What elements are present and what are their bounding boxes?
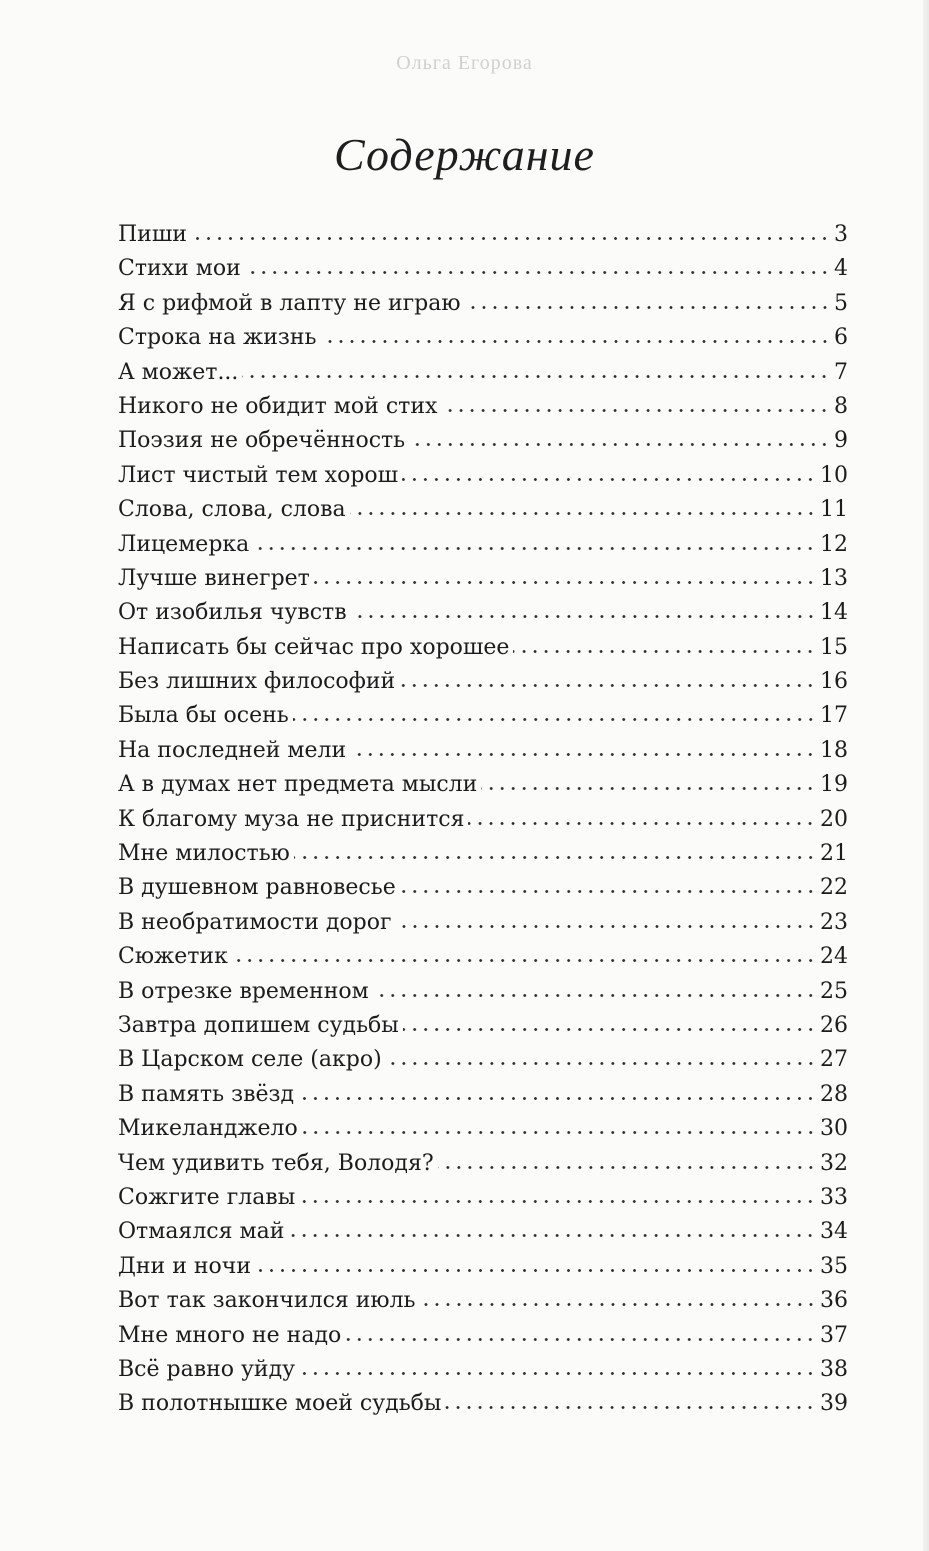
dot-leader [294,855,816,860]
dot-leader [253,546,816,551]
toc-entry-page-number: 32 [820,1150,848,1176]
toc-entry[interactable] [118,321,848,355]
toc-entry-page-number: 27 [820,1047,848,1073]
toc-entry-page-number: 34 [820,1219,848,1245]
dot-leader [481,786,816,791]
toc-entry[interactable] [118,665,848,699]
toc-entry-page-number: 10 [820,462,848,488]
dot-leader [242,374,830,379]
dot-leader [438,1165,816,1170]
running-head: Ольга Егорова [396,52,533,74]
toc-entry-title: Лучше винегрет [118,565,310,591]
toc-entry-title: А в думах нет предмета мысли [118,772,478,798]
toc-entry[interactable] [118,218,848,252]
toc-entry-title: Я с рифмой в лапту не играю [118,290,461,316]
dot-leader [314,580,816,585]
dot-leader [403,1027,816,1032]
toc-entry[interactable] [118,1043,848,1077]
toc-entry-page-number: 20 [820,806,848,832]
toc-entry-title: Была бы осень [118,703,289,729]
toc-entry[interactable] [118,768,848,802]
toc-entry-page-number: 23 [820,909,848,935]
dot-leader [299,1371,816,1376]
toc-entry-page-number: 9 [834,428,848,454]
toc-entry-page-number: 4 [834,256,848,282]
toc-entry[interactable] [118,390,848,424]
toc-entry-title: В полотнышке моей судьбы [118,1391,442,1417]
toc-entry-title: Лист чистый тем хорош [118,462,399,488]
toc-entry-page-number: 25 [820,978,848,1004]
dot-leader [302,1130,816,1135]
dot-leader [441,408,830,413]
table-of-contents [118,218,848,1422]
dot-leader [351,614,816,619]
page-title: Содержание [334,129,595,180]
dot-leader [402,477,816,482]
toc-entry-title: Поэзия не обречённость [118,428,406,454]
toc-entry-title: Никого не обидит мой стих [118,393,438,419]
toc-entry-title: Микеланджело [118,1116,298,1142]
toc-entry-page-number: 13 [820,565,848,591]
toc-entry[interactable] [118,1078,848,1112]
toc-entry-title: Дни и ночи [118,1253,251,1279]
dot-leader [345,1337,816,1342]
toc-entry[interactable] [118,1353,848,1387]
toc-entry-title: Без лишних философий [118,669,396,695]
toc-entry[interactable] [118,1319,848,1353]
toc-entry-page-number: 22 [820,875,848,901]
toc-entry-page-number: 7 [834,359,848,385]
toc-entry[interactable] [118,1215,848,1249]
toc-entry-title: Стихи мои [118,256,241,282]
toc-entry-title: Всё равно уйду [118,1356,296,1382]
toc-entry[interactable] [118,803,848,837]
toc-entry[interactable] [118,1181,848,1215]
toc-entry[interactable] [118,906,848,940]
toc-entry[interactable] [118,940,848,974]
dot-leader [298,1096,816,1101]
toc-entry-title: На последней мели [118,737,347,763]
toc-entry-page-number: 5 [834,290,848,316]
toc-entry-page-number: 30 [820,1116,848,1142]
toc-entry[interactable] [118,493,848,527]
toc-entry-page-number: 38 [820,1356,848,1382]
toc-entry-title: А может... [118,359,239,385]
toc-entry-title: Сожгите главы [118,1184,296,1210]
dot-leader [420,1302,816,1307]
page-edge [923,0,929,1551]
toc-entry[interactable] [118,252,848,286]
toc-entry-title: Завтра допишем судьбы [118,1012,399,1038]
toc-entry-page-number: 16 [820,669,848,695]
toc-entry-page-number: 11 [820,497,848,523]
toc-entry-title: К благому муза не приснится [118,806,465,832]
dot-leader [409,442,830,447]
toc-entry-page-number: 26 [820,1012,848,1038]
toc-entry-title: Написать бы сейчас про хорошее [118,634,510,660]
toc-entry-page-number: 39 [820,1391,848,1417]
toc-entry-title: В память звёзд [118,1081,295,1107]
toc-entry-title: В Царском селе (акро) [118,1047,382,1073]
toc-entry-page-number: 36 [820,1288,848,1314]
toc-entry[interactable] [118,975,848,1009]
toc-entry-page-number: 17 [820,703,848,729]
dot-leader [513,649,816,654]
toc-entry-page-number: 28 [820,1081,848,1107]
toc-entry-page-number: 6 [834,325,848,351]
dot-leader [465,305,830,310]
toc-entry-title: Мне милостью [118,841,290,867]
toc-entry-page-number: 8 [834,393,848,419]
dot-leader [373,993,816,998]
toc-entry[interactable] [118,596,848,630]
toc-entry-title: В необратимости дорог [118,909,392,935]
dot-leader [245,270,830,275]
toc-entry-page-number: 35 [820,1253,848,1279]
toc-entry-title: Строка на жизнь [118,325,317,351]
toc-entry-page-number: 19 [820,772,848,798]
toc-entry-title: В душевном равновесье [118,875,396,901]
toc-entry[interactable] [118,287,848,321]
toc-entry-page-number: 37 [820,1322,848,1348]
toc-entry[interactable] [118,631,848,665]
toc-entry-page-number: 33 [820,1184,848,1210]
toc-entry-title: Сюжетик [118,944,228,970]
dot-leader [321,339,830,344]
dot-leader [399,683,816,688]
dot-leader [386,1061,816,1066]
toc-entry[interactable] [118,871,848,905]
toc-entry[interactable] [118,562,848,596]
toc-entry-title: В отрезке временном [118,978,369,1004]
dot-leader [396,924,816,929]
toc-entry-page-number: 12 [820,531,848,557]
dot-leader [299,1199,816,1204]
toc-entry[interactable] [118,1387,848,1421]
toc-entry-title: Мне много не надо [118,1322,342,1348]
toc-entry[interactable] [118,1250,848,1284]
toc-entry-page-number: 24 [820,944,848,970]
dot-leader [400,889,816,894]
toc-entry[interactable] [118,1147,848,1181]
toc-entry-title: Отмаялся май [118,1219,285,1245]
toc-entry[interactable] [118,459,848,493]
toc-entry[interactable] [118,528,848,562]
toc-entry-page-number: 18 [820,737,848,763]
toc-entry-page-number: 21 [820,841,848,867]
dot-leader [288,1233,816,1238]
toc-entry-title: От изобилья чувств [118,600,347,626]
toc-entry-title: Вот так закончился июль [118,1288,416,1314]
toc-entry[interactable] [118,837,848,871]
toc-entry[interactable] [118,1009,848,1043]
dot-leader [293,717,816,722]
toc-entry[interactable] [118,734,848,768]
dot-leader [255,1268,816,1273]
dot-leader [191,236,830,241]
toc-entry[interactable] [118,1284,848,1318]
toc-entry[interactable] [118,1112,848,1146]
dot-leader [445,1405,816,1410]
dot-leader [350,752,816,757]
toc-entry[interactable] [118,699,848,733]
dot-leader [350,511,816,516]
toc-entry-page-number: 3 [834,222,848,247]
dot-leader [468,821,816,826]
dot-leader [232,958,816,963]
toc-entry-title: Слова, слова, слова [118,497,346,523]
toc-entry[interactable] [118,356,848,390]
toc-entry[interactable] [118,424,848,458]
toc-entry-title: Лицемерка [118,531,250,557]
toc-entry-title: Чем удивить тебя, Володя? [118,1150,434,1176]
toc-entry-page-number: 14 [820,600,848,626]
toc-entry-page-number: 15 [820,634,848,660]
toc-entry-title: Пиши [118,222,187,247]
